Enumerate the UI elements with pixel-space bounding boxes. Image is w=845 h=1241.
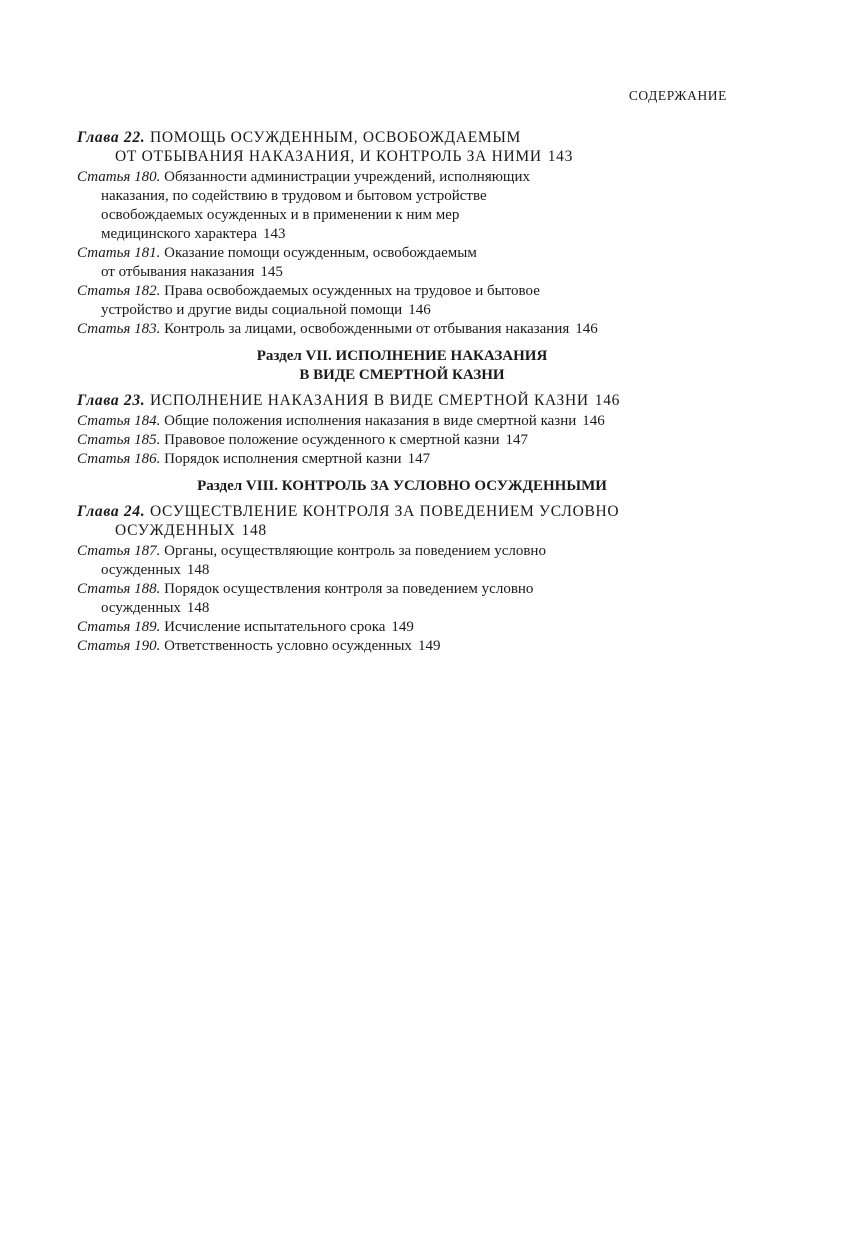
article-title: Порядок осуществления контроля за поведением условно [164, 581, 534, 597]
chapter-title: ОСУЖДЕННЫХ [115, 522, 236, 539]
chapter-title: ИСПОЛНЕНИЕ НАКАЗАНИЯ В ВИДЕ СМЕРТНОЙ КАЗНИ [149, 392, 589, 409]
entry-text [101, 562, 181, 578]
toc-leader-line [77, 618, 727, 637]
article-title: Общие положения исполнения наказания в виде смертной казни [164, 413, 577, 429]
article-title: Права освобождаемых осужденных на трудовое и бытовое [164, 283, 540, 299]
chapter-entry[interactable] [77, 502, 727, 540]
page-number: 146 [594, 392, 621, 409]
article-number: Статья 180. [77, 169, 161, 185]
toc-leader-line [77, 391, 727, 410]
toc-line [77, 580, 727, 599]
article-title: осужденных [101, 600, 181, 616]
toc-leader-line [77, 301, 727, 320]
chapter-title: ОСУЩЕСТВЛЕНИЕ КОНТРОЛЯ ЗА ПОВЕДЕНИЕМ УСЛОВНО [149, 503, 620, 520]
section-heading-line: Раздел VII. ИСПОЛНЕНИЕ НАКАЗАНИЯ [256, 348, 548, 364]
entry-text [101, 600, 181, 616]
toc-leader-line [77, 263, 727, 282]
article-entry[interactable] [77, 320, 727, 339]
chapter-entry[interactable] [77, 128, 727, 166]
article-entry[interactable] [77, 580, 727, 618]
chapter-title: ОТ ОТБЫВАНИЯ НАКАЗАНИЯ, И КОНТРОЛЬ ЗА НИМИ [115, 148, 542, 165]
article-title: Оказание помощи осужденным, освобождаемым [164, 245, 477, 261]
toc-leader-line [77, 450, 727, 469]
article-title: от отбывания наказания [101, 264, 255, 280]
article-title: Контроль за лицами, освобожденными от отбывания наказания [164, 321, 570, 337]
article-title: наказания, по содействию в трудовом и бытовом устройстве [101, 188, 487, 204]
article-title: медицинского характера [101, 226, 257, 242]
article-title: устройство и другие виды социальной помощи [101, 302, 403, 318]
page-number: 147 [505, 432, 528, 448]
toc-line [77, 168, 727, 187]
toc-leader-line [77, 599, 727, 618]
article-number: Статья 185. [77, 432, 161, 448]
toc-line [77, 206, 727, 225]
article-number: Статья 188. [77, 581, 161, 597]
entry-text [77, 392, 589, 409]
toc-line [77, 282, 727, 301]
page-number: 143 [547, 148, 574, 165]
toc-leader-line [77, 431, 727, 450]
article-entry[interactable] [77, 168, 727, 244]
toc-line [77, 542, 727, 561]
article-entry[interactable] [77, 637, 727, 656]
entry-text [77, 413, 576, 429]
page-number: 147 [407, 451, 431, 467]
chapter-number: Глава 24. [77, 503, 146, 520]
page-number: 149 [391, 619, 414, 635]
entry-text [77, 638, 412, 654]
section-heading-line: В ВИДЕ СМЕРТНОЙ КАЗНИ [299, 367, 505, 383]
article-entry[interactable] [77, 282, 727, 320]
article-title: Ответственность условно осужденных [164, 638, 412, 654]
section-heading [77, 347, 727, 385]
article-number: Статья 182. [77, 283, 161, 299]
article-title: Органы, осуществляющие контроль за поведением условно [164, 543, 546, 559]
page-number: 143 [262, 226, 286, 242]
chapter-title: ПОМОЩЬ ОСУЖДЕННЫМ, ОСВОБОЖДАЕМЫМ [149, 129, 522, 146]
page-number: 148 [186, 600, 210, 616]
entry-text [77, 619, 385, 635]
article-title: осужденных [101, 562, 181, 578]
toc-line [77, 128, 727, 147]
entry-text [101, 188, 487, 204]
chapter-number: Глава 22. [77, 129, 146, 146]
table-of-contents [77, 128, 727, 656]
entry-text [115, 148, 542, 165]
entry-text [77, 129, 521, 146]
article-number: Статья 189. [77, 619, 161, 635]
entry-text [101, 226, 257, 242]
entry-text [101, 207, 459, 223]
section-heading-line: Раздел VIII. КОНТРОЛЬ ЗА УСЛОВНО ОСУЖДЕННЫМИ [197, 478, 607, 494]
article-title: освобождаемых осужденных и в применении к ним мер [101, 207, 460, 223]
article-entry[interactable] [77, 618, 727, 637]
page-number: 146 [582, 413, 605, 429]
toc-leader-line [77, 412, 727, 431]
entry-text [77, 245, 477, 261]
section-heading [77, 477, 727, 496]
chapter-entry[interactable] [77, 391, 727, 410]
running-head: СОДЕРЖАНИЕ [628, 88, 727, 103]
entry-text [115, 522, 236, 539]
toc-line [77, 187, 727, 206]
article-number: Статья 184. [77, 413, 161, 429]
entry-text [77, 283, 540, 299]
toc-leader-line [77, 147, 727, 166]
entry-text [77, 503, 619, 520]
article-number: Статья 187. [77, 543, 161, 559]
article-number: Статья 186. [77, 451, 161, 467]
toc-leader-line [77, 561, 727, 580]
toc-line [77, 502, 727, 521]
article-title: Обязанности администрации учреждений, исполняющих [164, 169, 531, 185]
toc-leader-line [77, 320, 727, 339]
toc-line [77, 244, 727, 263]
page-number: 148 [186, 562, 210, 578]
page-number: 148 [241, 522, 267, 539]
entry-text [77, 451, 402, 467]
chapter-number: Глава 23. [77, 392, 146, 409]
page-number: 146 [575, 321, 598, 337]
entry-text [101, 264, 254, 280]
entry-text [77, 581, 533, 597]
article-entry[interactable] [77, 244, 727, 282]
article-number: Статья 183. [77, 321, 161, 337]
entry-text [101, 302, 402, 318]
article-number: Статья 181. [77, 245, 161, 261]
toc-leader-line [77, 225, 727, 244]
entry-text [77, 321, 569, 337]
entry-text [77, 169, 530, 185]
article-title: Порядок исполнения смертной казни [164, 451, 402, 467]
toc-leader-line [77, 637, 727, 656]
article-entry[interactable] [77, 450, 727, 469]
page-number: 146 [408, 302, 431, 318]
article-entry[interactable] [77, 412, 727, 431]
entry-text [77, 432, 499, 448]
article-title: Правовое положение осужденного к смертной казни [164, 432, 500, 448]
article-number: Статья 190. [77, 638, 161, 654]
article-entry[interactable] [77, 431, 727, 450]
entry-text [77, 543, 546, 559]
page-number: 145 [260, 264, 283, 280]
toc-leader-line [77, 521, 727, 540]
article-entry[interactable] [77, 542, 727, 580]
article-title: Исчисление испытательного срока [164, 619, 386, 635]
page-number: 149 [417, 638, 441, 654]
